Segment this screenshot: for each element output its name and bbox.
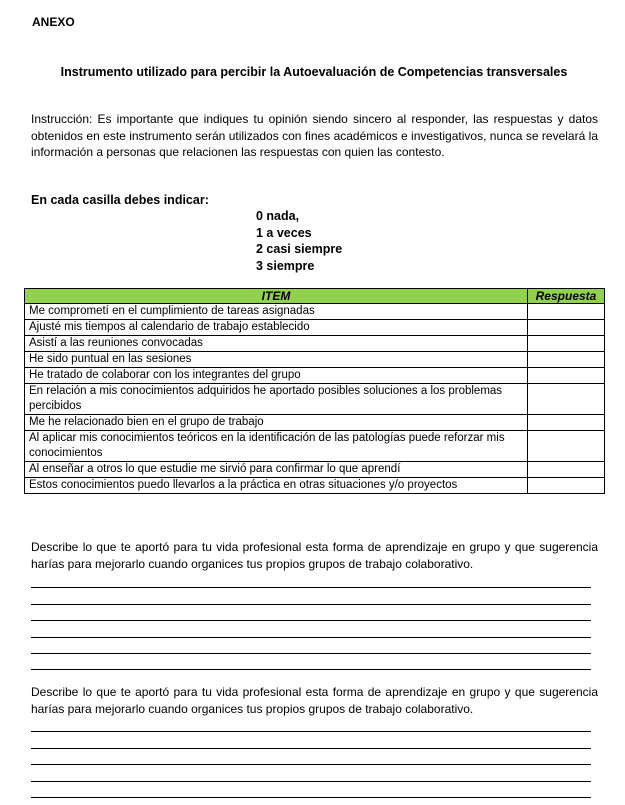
response-cell[interactable]	[528, 415, 605, 431]
response-cell[interactable]	[528, 320, 605, 336]
scale-heading: En cada casilla debes indicar:	[31, 193, 209, 207]
response-cell[interactable]	[528, 478, 605, 494]
question-1: Describe lo que te aportó para tu vida profesional esta forma de aprendizaje en grupo y que sugerencia harías para mejorarlo cuando organices tus propios grupos de trabajo colaborativo.	[31, 540, 598, 571]
item-text: Estos conocimientos puedo llevarlos a la práctica en otras situaciones y/o proyectos	[25, 478, 528, 494]
response-cell[interactable]	[528, 431, 605, 462]
table-row	[25, 462, 605, 478]
answer-line[interactable]	[31, 588, 591, 604]
response-cell[interactable]	[528, 384, 605, 415]
instruction-text: Instrucción: Es importante que indiques tu opinión siendo sincero al responder, las respuestas y datos obtenidos en este instrumento serán utilizados con fines académicos e investigativos, nunca se revelará la información a personas que relacionen las respuestas con quien las contesto.	[31, 112, 598, 159]
item-text: Al enseñar a otros lo que estudie me sirvió para confirmar lo que aprendí	[25, 462, 528, 478]
answer-lines-2[interactable]	[31, 716, 591, 798]
answer-line[interactable]	[31, 716, 591, 732]
item-text: Ajusté mis tiempos al calendario de trabajo establecido	[25, 320, 528, 336]
response-cell[interactable]	[528, 462, 605, 478]
item-text: He sido puntual en las sesiones	[25, 352, 528, 368]
answer-line[interactable]	[31, 732, 591, 748]
response-cell[interactable]	[528, 336, 605, 352]
annex-label: ANEXO	[32, 15, 75, 29]
answer-line[interactable]	[31, 782, 591, 798]
table-row	[25, 336, 605, 352]
response-cell[interactable]	[528, 368, 605, 384]
answer-line[interactable]	[31, 654, 591, 670]
item-text: Me he relacionado bien en el grupo de trabajo	[25, 415, 528, 431]
response-cell[interactable]	[528, 304, 605, 320]
answer-line[interactable]	[31, 765, 591, 781]
table-row	[25, 304, 605, 320]
answer-lines-1[interactable]	[31, 572, 591, 670]
item-text: He tratado de colaborar con los integrantes del grupo	[25, 368, 528, 384]
table-row	[25, 415, 605, 431]
item-text: En relación a mis conocimientos adquiridos he aportado posibles soluciones a los problemas percibidos	[25, 384, 528, 415]
item-text: Al aplicar mis conocimientos teóricos en la identificación de las patologías puede reforzar mis conocimientos	[25, 431, 528, 462]
answer-line[interactable]	[31, 621, 591, 637]
table-row	[25, 478, 605, 494]
response-cell[interactable]	[528, 352, 605, 368]
answer-line[interactable]	[31, 605, 591, 621]
table-row	[25, 384, 605, 415]
table-row	[25, 320, 605, 336]
answer-line[interactable]	[31, 638, 591, 654]
table-row	[25, 368, 605, 384]
scale-item-3: 3 siempre	[256, 258, 315, 273]
scale-item-1: 1 a veces	[256, 225, 312, 240]
header-response: Respuesta	[528, 289, 605, 304]
table-row	[25, 352, 605, 368]
answer-line[interactable]	[31, 749, 591, 765]
question-2: Describe lo que te aportó para tu vida profesional esta forma de aprendizaje en grupo y que sugerencia harías para mejorarlo cuando organices tus propios grupos de trabajo colaborativo.	[31, 685, 598, 716]
scale-item-2: 2 casi siempre	[256, 242, 343, 256]
answer-line[interactable]	[31, 572, 591, 588]
item-text: Me comprometí en el cumplimiento de tareas asignadas	[25, 304, 528, 320]
header-item: ITEM	[25, 289, 528, 304]
scale-item-0: 0 nada,	[256, 209, 300, 223]
self-assessment-table	[24, 288, 605, 494]
item-text: Asistí a las reuniones convocadas	[25, 336, 528, 352]
scale-list	[256, 208, 342, 274]
document-title: Instrumento utilizado para percibir la Autoevaluación de Competencias transversales	[60, 65, 568, 79]
table-row	[25, 431, 605, 462]
